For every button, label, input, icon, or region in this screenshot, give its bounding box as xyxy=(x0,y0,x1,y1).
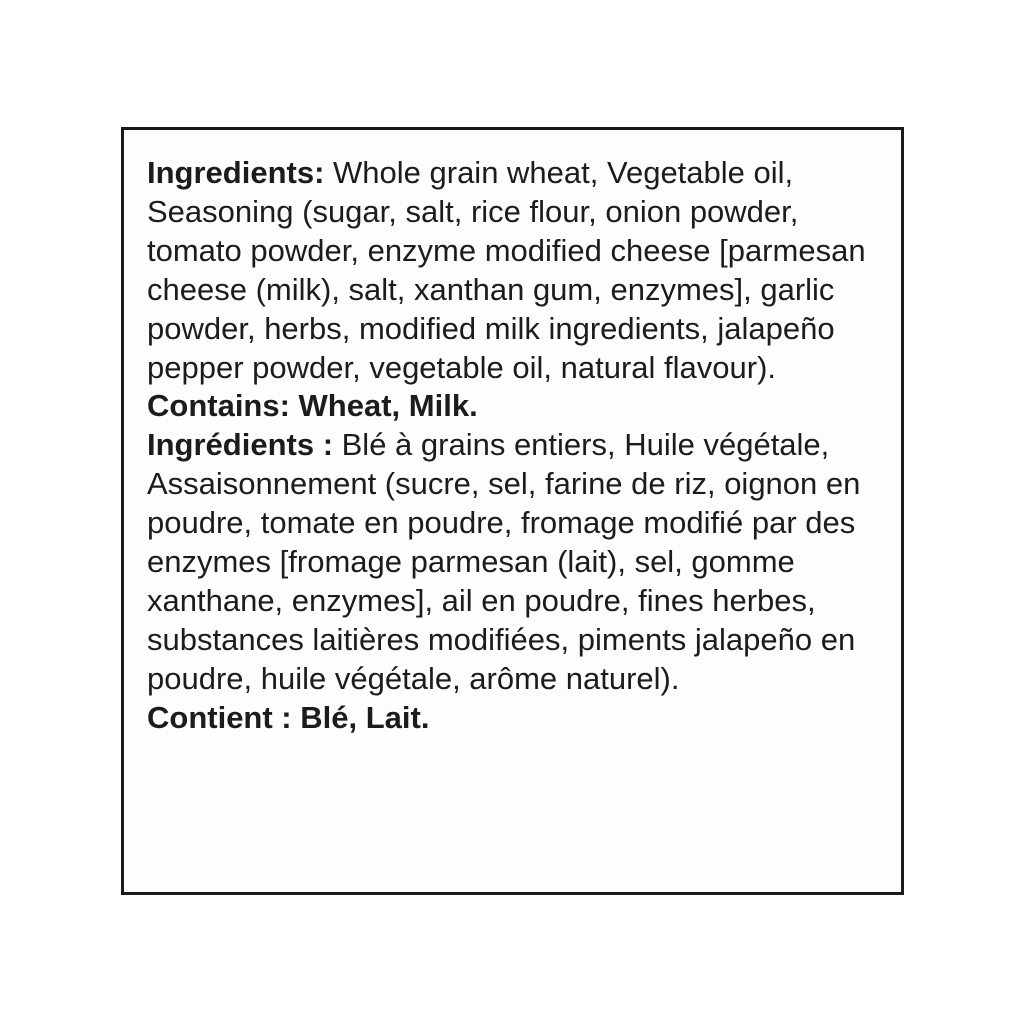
french-ingredients-paragraph xyxy=(147,426,881,698)
french-ingredients-list: Blé à grains entiers, Huile végétale, Assaisonnement (sucre, sel, farine de riz, oignon en poudre, tomate en poudre, fromage modifié par des enzymes [fromage parmesan (lait), sel, gomme xanthane, enzymes], ail en poudre, fines herbes, substances laitières modifiées, piments jalapeño en poudre, huile végétale, arôme naturel). xyxy=(147,427,861,696)
english-ingredients-list: Whole grain wheat, Vegetable oil, Seasoning (sugar, salt, rice flour, onion powder, tomato powder, enzyme modified cheese [parmesan cheese (milk), salt, xanthan gum, enzymes], garlic powder, herbs, modified milk ingredients, jalapeño pepper powder, vegetable oil, natural flavour). xyxy=(147,155,866,385)
english-ingredients-paragraph xyxy=(147,154,881,387)
english-ingredients-heading: Ingredients: xyxy=(147,155,325,190)
english-allergen-statement: Contains: Wheat, Milk. xyxy=(147,388,478,424)
french-allergen-statement: Contient : Blé, Lait. xyxy=(147,699,430,735)
french-ingredients-heading: Ingrédients : xyxy=(147,427,334,463)
ingredients-label-panel xyxy=(121,127,904,895)
